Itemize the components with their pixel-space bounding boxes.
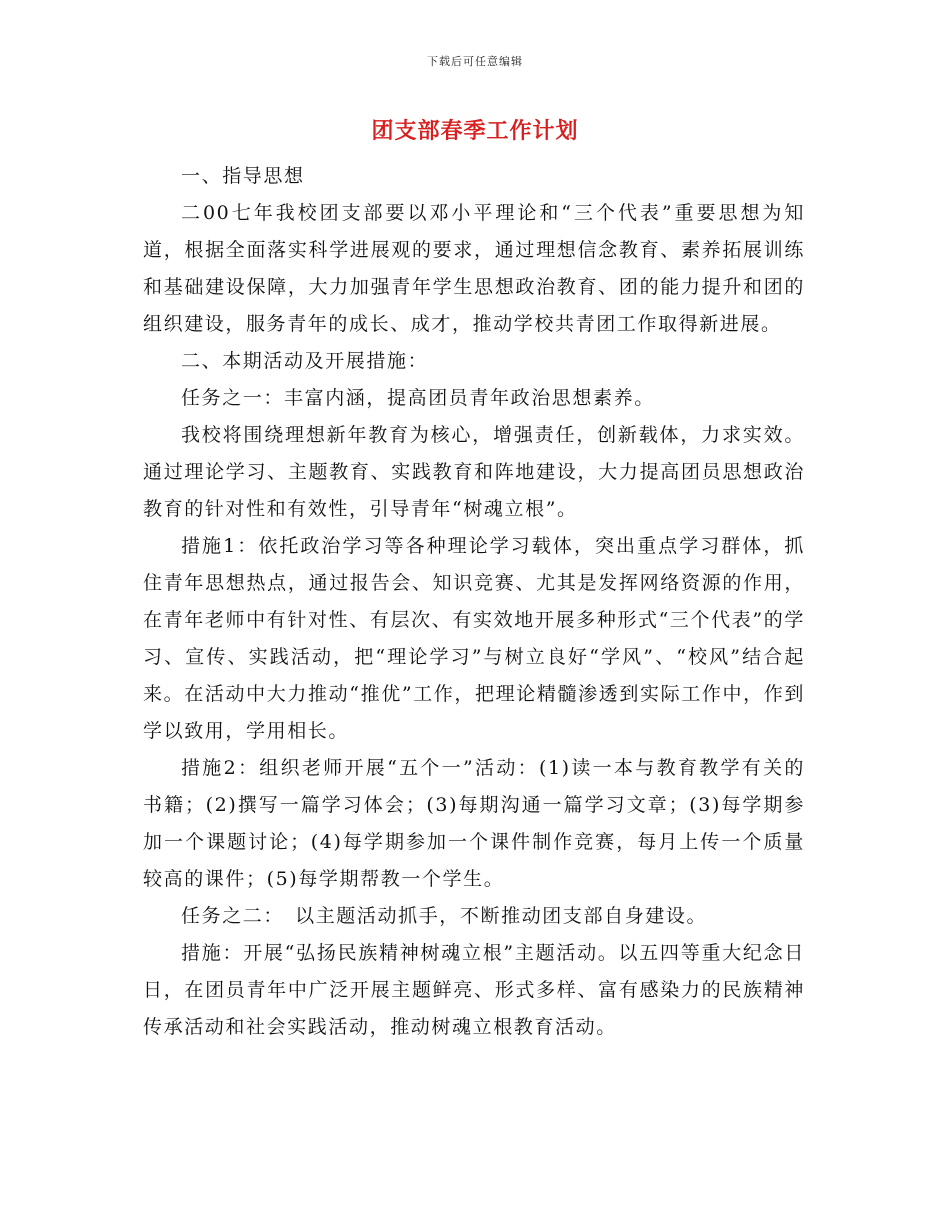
section-heading-guiding-ideology: 一、指导思想 xyxy=(181,165,305,187)
measure-one-paragraph: 措施1：依托政治学习等各种理论学习载体，突出重点学习群体，抓住青年思想热点，通过报告会、知识竞赛、尤其是发挥网络资源的作用，在青年老师中有针对性、有层次、有实效地开展多种形式“三个代表”的学习、宣传、实践活动，把“理论学习”与树立良好“学风”、“校风”结合起来。在活动中大力推动“推优”工作，把理论精髓渗透到实际工作中，作到学以致用，学用相长。 xyxy=(143,535,805,742)
paragraph-guiding-ideology: 二00七年我校团支部要以邓小平理论和“三个代表”重要思想为知道，根据全面落实科学进展观的要求，通过理想信念教育、素养拓展训练和基础建设保障，大力加强青年学生思想政治教育、团的能力提升和团的组织建设，服务青年的成长、成才，推动学校共青团工作取得新进展。 xyxy=(143,202,805,335)
task-one-paragraph: 我校将围绕理想新年教育为核心，增强责任，创新载体，力求实效。通过理论学习、主题教育、实践教育和阵地建设，大力提高团员思想政治教育的针对性和有效性，引导青年“树魂立根”。 xyxy=(143,424,805,520)
task-two-measure-paragraph: 措施：开展“弘扬民族精神树魂立根”主题活动。以五四等重大纪念日日，在团员青年中广泛开展主题鲜亮、形式多样、富有感染力的民族精神传承活动和社会实践活动，推动树魂立根教育活动。 xyxy=(143,942,805,1038)
header-note: 下载后可任意编辑 xyxy=(427,55,523,68)
section-heading-activities: 二、本期活动及开展措施： xyxy=(181,350,429,372)
measure-two-paragraph: 措施2：组织老师开展“五个一”活动：(1)读一本与教育教学有关的书籍；(2)撰写一篇学习体会；(3)每期沟通一篇学习文章；(3)每学期参加一个课题讨论；(4)每学期参加一个课件制作竞赛，每月上传一个质量较高的课件；(5)每学期帮教一个学生。 xyxy=(143,757,805,890)
document-body xyxy=(143,158,805,1046)
task-two-heading: 任务之二： 以主题活动抓手，不断推动团支部自身建设。 xyxy=(181,905,708,927)
task-one-heading: 任务之一：丰富内涵，提高团员青年政治思想素养。 xyxy=(181,387,655,409)
document-title: 团支部春季工作计划 xyxy=(371,118,579,144)
